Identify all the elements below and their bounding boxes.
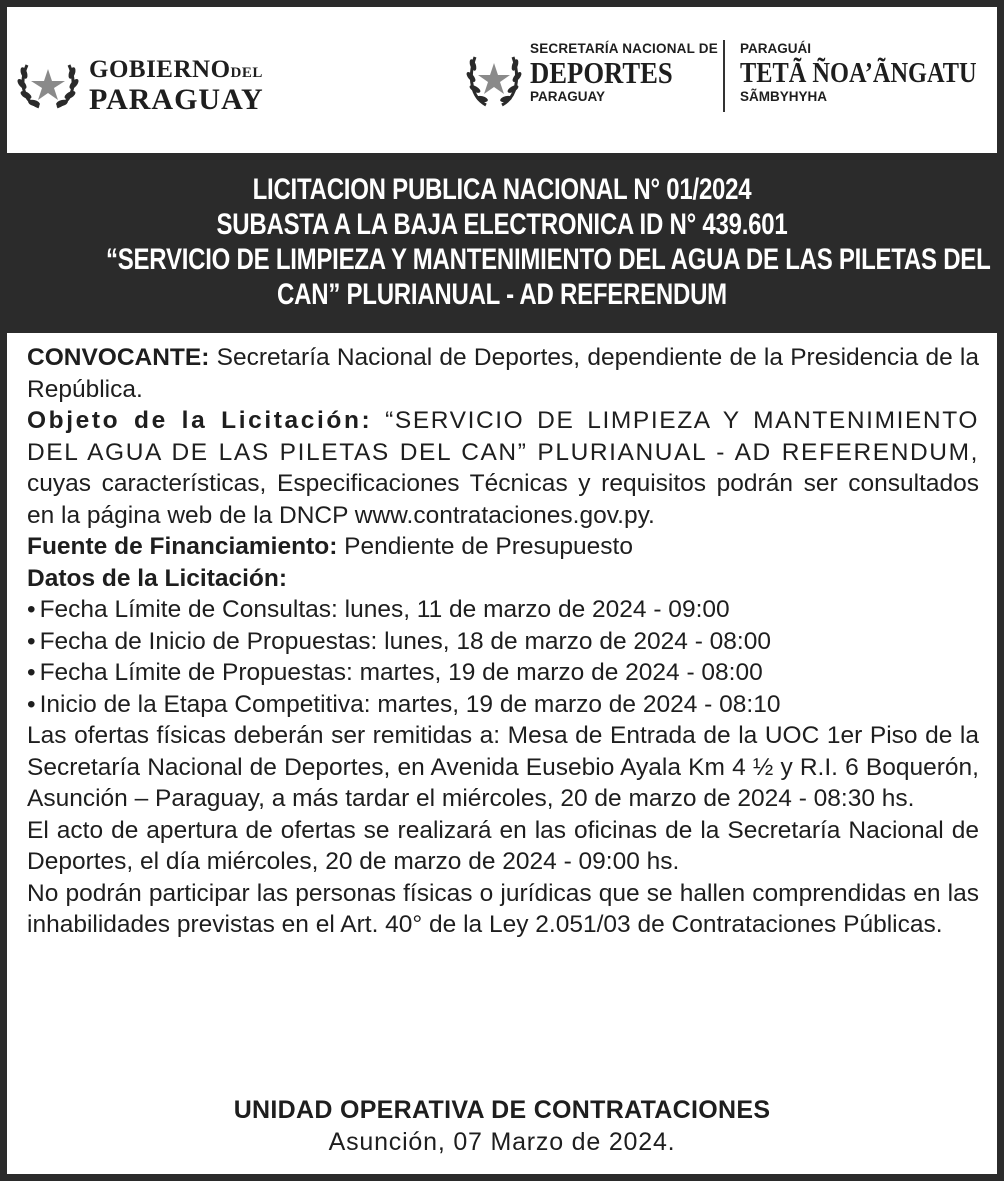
snd-line1: SECRETARÍA NACIONAL DE — [530, 41, 718, 56]
guarani-line3: SÃMBYHYHA — [740, 89, 828, 104]
objeto-label: Objeto de la Licitación: — [27, 407, 373, 434]
laurel-star-icon — [15, 53, 81, 113]
issuing-unit: UNIDAD OPERATIVA DE CONTRATACIONES — [233, 1096, 771, 1124]
paraguay-word: PARAGUAY — [89, 83, 264, 116]
signature-block — [7, 1095, 997, 1158]
convocante-label: CONVOCANTE: — [27, 344, 210, 371]
list-item: • Fecha Límite de Consultas: lunes, 11 de marzo de 2024 - 09:00 — [27, 594, 979, 626]
banner-title-line: “SERVICIO DE LIMPIEZA Y MANTENIMIENTO DEL AGUA DE LAS PILETAS DEL — [106, 243, 991, 276]
snd-deportes: DEPORTES — [530, 55, 673, 90]
logo-divider — [723, 40, 725, 112]
list-item: • Inicio de la Etapa Competitiva: martes, 19 de marzo de 2024 - 08:10 — [27, 689, 979, 721]
fuente-paragraph — [27, 531, 979, 563]
list-item: • Fecha de Inicio de Propuestas: lunes, 18 de marzo de 2024 - 08:00 — [27, 626, 979, 658]
fuente-text: Pendiente de Presupuesto — [337, 533, 633, 560]
guarani-line2: TETÃ ÑOA’ÃNGATU — [740, 57, 977, 89]
banner-title-line: SUBASTA A LA BAJA ELECTRONICA ID N° 439.601 — [216, 208, 788, 241]
banner-title-line: LICITACION PUBLICA NACIONAL N° 01/2024 — [252, 173, 752, 206]
snd-paraguay: PARAGUAY — [530, 89, 606, 104]
list-item: • Fecha Límite de Propuestas: martes, 19 de marzo de 2024 - 08:00 — [27, 657, 979, 689]
objeto-paragraph — [27, 405, 979, 531]
fuente-label: Fuente de Financiamiento: — [27, 533, 338, 560]
laurel-star-icon — [465, 45, 523, 111]
banner-title-line: CAN” PLURIANUAL - AD REFERENDUM — [277, 278, 727, 311]
ofertas-fisicas-paragraph: Las ofertas físicas deberán ser remitidas a: Mesa de Entrada de la UOC 1er Piso de la Secretaría Nacional de Deportes, en Avenida Eusebio Ayala Km 4 ½ y R.I. 6 Boquerón, Asunción – Paraguay, a más tardar el miércoles, 20 de marzo de 2024 - 08:30 hs. — [27, 722, 979, 812]
datos-heading: Datos de la Licitación: — [27, 564, 288, 592]
objeto-text-continued: cuyas características, Especificaciones Técnicas y requisitos podrán ser consultados en la página web de la DNCP www.contrataciones.gov.py. — [27, 470, 979, 529]
gobierno-word: GOBIERNO — [89, 56, 231, 83]
objeto-text: “SERVICIO DE LIMPIEZA Y MANTENIMIENTO DEL AGUA DE LAS PILETAS DEL CAN” PLURIANUAL - AD REFERENDUM, — [27, 407, 979, 466]
apertura-paragraph: El acto de apertura de ofertas se realizará en las oficinas de la Secretaría Nacional de Deportes, el día miércoles, 20 de marzo de 2024 - 09:00 hs. — [27, 816, 979, 875]
convocante-text: Secretaría Nacional de Deportes, dependiente de la Presidencia de la República. — [27, 344, 979, 403]
title-banner — [7, 153, 997, 333]
guarani-wordmark — [740, 41, 1004, 105]
gobierno-wordmark — [89, 57, 264, 114]
inhabilidades-paragraph: No podrán participar las personas físicas o jurídicas que se hallen comprendidas en las inhabilidades previstas en el Art. 40° de la Ley 2.051/03 de Contrataciones Públicas. — [27, 879, 979, 938]
issue-date: Asunción, 07 Marzo de 2024. — [328, 1128, 676, 1156]
notice-body — [27, 342, 979, 941]
del-word: DEL — [230, 65, 263, 81]
notice-sheet — [7, 7, 997, 1174]
guarani-line1: PARAGUÁI — [740, 41, 812, 56]
convocante-paragraph — [27, 342, 979, 405]
logo-header — [7, 7, 997, 153]
snd-wordmark — [530, 41, 718, 105]
